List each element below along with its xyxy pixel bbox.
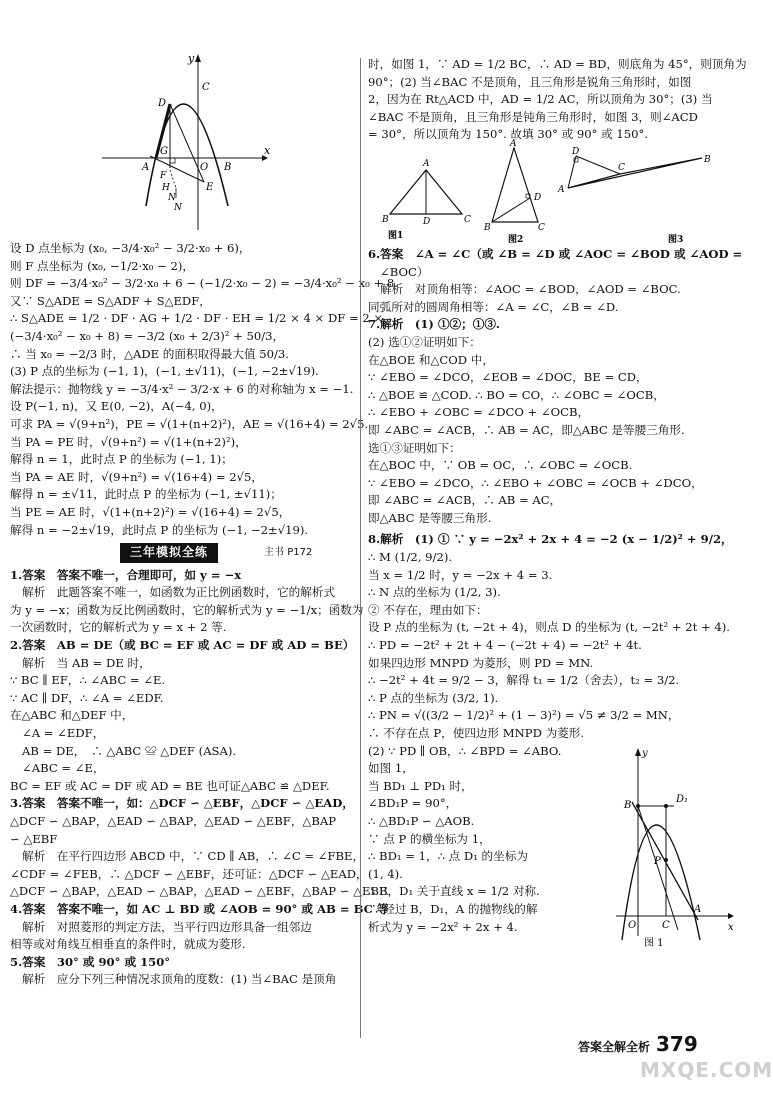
- text-line: 解得 n = 1，此时点 P 的坐标为 (−1, 1)；: [10, 452, 233, 467]
- text-line: ∴ ∠EBO + ∠OBC = ∠DCO + ∠OCB，: [368, 405, 590, 420]
- text-line: 在△BOE 和△COD 中，: [368, 352, 494, 367]
- answer-heading: 7.解析 (1) ①②；①③.: [368, 317, 500, 332]
- fig3-label-d: D: [572, 146, 580, 157]
- answer-8-part-2-text: [368, 760, 598, 950]
- answer-heading: 8.解析 (1) ① ∵ y = −2x² + 2x + 4 = −2 (x − 1/2)² + 9/2，: [368, 532, 733, 547]
- text-line: 可求 PA = √(9+n²)，PE = √(1+(n+2)²)，AE = √(16+4) = 2√5.: [10, 416, 369, 431]
- label-e: E: [206, 182, 214, 193]
- text-line: ∵ ∠EBO = ∠DCO，∴ ∠EBO + ∠OBC = ∠OCB + ∠DCO，: [368, 475, 703, 490]
- fig1-caption: 图1: [388, 230, 404, 241]
- answer-heading: 6.答案 ∠A = ∠C（或 ∠B = ∠D 或 ∠AOC = ∠BOD 或 ∠AOD =: [368, 246, 743, 261]
- text-line: 同弧所对的圆周角相等：∠A = ∠C，∠B = ∠D.: [368, 299, 619, 314]
- fig2-label-c: C: [538, 222, 545, 233]
- text-line: 解析 对照菱形的判定方法，当平行四边形具备一组邻边: [22, 919, 312, 934]
- line-ae: [150, 156, 204, 182]
- text-line: ② 不存在，理由如下：: [368, 602, 488, 617]
- point-d1: [664, 804, 668, 808]
- text-line: ∠BOC）: [380, 264, 429, 279]
- label-f: F: [160, 171, 167, 181]
- segment-ad-fig3: [568, 156, 576, 188]
- text-line: 设 D 点坐标为 (x₀, −3/4·x₀² − 3/2·x₀ + 6)，: [10, 241, 251, 255]
- answer-heading: 2.答案 AB = DE（或 BC = EF 或 AC = DF 或 AD = BE）: [10, 638, 355, 653]
- text-line: 设 P 点的坐标为 (t, −2t + 4)，则点 D 的坐标为 (t, −2t² + 2t + 4).: [368, 620, 730, 635]
- answer-heading: 5.答案 30° 或 90° 或 150°: [10, 954, 171, 969]
- text-line: 解析 在平行四边形 ABCD 中，∵ CD ∥ AB，∴ ∠C = ∠FBE，: [22, 849, 365, 864]
- text-line: ∵ ∠EBO = ∠DCO，∠EOB = ∠DOC，BE = CD，: [368, 370, 648, 385]
- text-line: ∴ △BD₁P ∽ △AOB.: [368, 813, 475, 828]
- label-x: x: [728, 922, 734, 934]
- text-line: = 30°，所以顶角为 150°. 故填 30° 或 90° 或 150°.: [368, 127, 649, 142]
- text-line: 相等或对角线互相垂直的条件时，就成为菱形.: [10, 937, 246, 952]
- text-line: (−3/4·x₀² − x₀ + 8) = −3/2 (x₀ + 2/3)² + 50/3，: [10, 328, 285, 343]
- text-line: 当 BD₁ ⊥ PD₁ 时，: [368, 778, 473, 793]
- text-line: ∴ B，D₁ 关于直线 x = 1/2 对称.: [368, 884, 540, 899]
- fig3-label-c: C: [618, 162, 625, 173]
- page-footer: [578, 1032, 698, 1056]
- label-y: y: [642, 748, 648, 760]
- text-line: ∠BD₁P = 90°，: [368, 796, 458, 811]
- text-line: ∴ P 点的坐标为 (3/2, 1).: [368, 690, 499, 705]
- y-axis-arrow: [195, 54, 201, 62]
- fig1-label-d: D: [423, 216, 431, 227]
- fig1-label-b: B: [382, 214, 389, 225]
- figure-1: [381, 159, 471, 241]
- fig2-caption: 图2: [508, 234, 524, 245]
- text-line: ∠BAC 不是顶角，且三角形是钝角三角形时，如图 3，则∠ACD: [368, 109, 698, 124]
- text-line: ∴ 经过 B，D₁，A 的抛物线的解: [368, 901, 538, 916]
- text-line: (3) P 点的坐标为 (−1, 1)，(−1, ±√11)，(−1, −2±√19).: [10, 364, 319, 379]
- label-d: D: [158, 98, 167, 109]
- label-h: H: [162, 183, 170, 193]
- text-line: △DCF ∽ △BAP，△EAD ∽ △BAP，△EAD ∽ △EBF，△BAP ∽ △EBF.: [10, 884, 389, 899]
- text-line: ∠CDF = ∠FEB，∴ △DCF ∽ △EBF，还可证：△DCF ∽ △EAD，: [10, 866, 368, 881]
- answer-heading: 4.答案 答案不唯一，如 AC ⊥ BD 或 ∠AOB = 90° 或 AB = BC 等: [10, 901, 389, 916]
- segment-h: [170, 170, 176, 188]
- text-line: 解析 对顶角相等：∠AOC = ∠BOD，∠AOD = ∠BOC.: [380, 282, 681, 297]
- triangle-abc-fig2: [492, 148, 538, 222]
- fig3-caption: 图3: [668, 234, 684, 245]
- label-b: B: [224, 162, 232, 173]
- point-p: [664, 858, 668, 862]
- text-line: 又∵ S△ADE = S△ADF + S△EDF，: [10, 293, 211, 308]
- label-b: B: [624, 800, 632, 812]
- text-line: 在△ABC 和△DEF 中，: [10, 708, 134, 723]
- point-b: [636, 804, 640, 808]
- text-line: 解析 应分下列三种情况求顶角的度数：(1) 当∠BAC 是顶角: [22, 972, 337, 987]
- label-n: N: [168, 193, 176, 203]
- text-line: 即△ABC 是等腰三角形.: [368, 510, 492, 525]
- column-divider: [360, 58, 361, 1038]
- text-line: ∴ 不存在点 P，使四边形 MNPD 为菱形.: [368, 726, 585, 740]
- text-line: 为 y = −x；函数为反比例函数时，它的解析式为 y = −1/x；函数为: [10, 602, 364, 617]
- label-p: P: [654, 856, 661, 868]
- text-line: 当 PA = AE 时，√(9+n²) = √(16+4) = 2√5，: [10, 469, 264, 484]
- text-line: ∵ AC ∥ DF，∴ ∠A = ∠EDF.: [10, 690, 164, 705]
- fig2-label-d: D: [534, 192, 542, 203]
- text-line: 即 ∠ABC = ∠ACB，∴ AB = AC，: [368, 493, 562, 508]
- label-g: G: [160, 146, 168, 157]
- answers-6-8: [368, 246, 742, 950]
- triangle-figures: [368, 138, 742, 246]
- fig3-label-a: A: [558, 184, 565, 195]
- text-line: 解法提示：抛物线 y = −3/4·x² − 3/2·x + 6 的对称轴为 x = −1.: [10, 381, 354, 396]
- segment-dc-fig3: [576, 156, 620, 174]
- text-line: BC = EF 或 AC = DF 或 AD = BE 也可证△ABC ≌ △DEF.: [10, 778, 330, 793]
- fig1-label-c: C: [464, 214, 471, 225]
- section-page-ref: 主书 P172: [264, 547, 313, 559]
- text-line: 解析 此题答案不唯一，如函数为正比例函数时，它的解析式: [22, 585, 336, 600]
- label-d1: D₁: [676, 794, 689, 806]
- parabola-graph-right: [598, 740, 738, 950]
- triangle-abc-fig3: [568, 158, 702, 188]
- text-line: ∵ BC ∥ EF，∴ ∠ABC = ∠E.: [10, 673, 166, 688]
- label-o: O: [200, 162, 209, 173]
- label-c: C: [662, 920, 670, 932]
- label-a: A: [694, 904, 702, 916]
- text-line: 如果四边形 MNPD 为菱形，则 PD = MN.: [368, 655, 594, 670]
- x-axis-arrow: [728, 913, 734, 919]
- text-line: ∴ BD₁ = 1，∴ 点 D₁ 的坐标为: [368, 849, 528, 864]
- text-line: △DCF ∽ △BAP，△EAD ∽ △BAP，△EAD ∽ △EBF，△BAP: [10, 814, 337, 828]
- right-column: [368, 0, 747, 950]
- text-line: ∴ PN = √((3/2 − 1/2)² + (1 − 3)²) = √5 ≠ 3/2 = MN，: [368, 708, 680, 723]
- text-line: ∴ 当 x₀ = −2/3 时，△ADE 的面积取得最大值 50/3.: [10, 346, 289, 361]
- parabola-graph-left: [10, 40, 354, 240]
- solution-part-2-3: [10, 240, 398, 539]
- text-line: ∴ △BOE ≌ △COD. ∴ BO = CO，∴ ∠OBC = ∠OCB，: [368, 387, 665, 402]
- y-axis-arrow: [635, 748, 641, 756]
- text-line: ∴ N 点的坐标为 (1/2, 3).: [368, 585, 501, 600]
- figure-caption: 图 1: [644, 938, 664, 950]
- text-line: 解析 当 AB = DE 时，: [22, 655, 151, 670]
- text-line: AB = DE， ∴ △ABC ≌ △DEF (ASA).: [22, 743, 237, 758]
- answer-5-continued: [368, 56, 747, 144]
- text-line: ∴ PD = −2t² + 2t + 4 − (−2t + 4) = −2t² + 4t.: [368, 638, 642, 653]
- text-line: ∴ M (1/2, 9/2).: [368, 550, 453, 565]
- text-line: 解得 n = −2±√19，此时点 P 的坐标为 (−1, −2±√19).: [10, 522, 309, 537]
- text-line: (2) 选①②证明如下：: [368, 334, 481, 349]
- text-line: 2，因为在 Rt△ACD 中，AD = 1/2 AC，所以顶角为 30°；(3) 当: [368, 92, 713, 107]
- text-line: (1, 4).: [368, 866, 403, 881]
- text-line: 在△BOC 中，∵ OB = OC，∴ ∠OBC = ∠OCB.: [368, 458, 633, 473]
- text-line: 当 PA = PE 时，√(9+n²) = √(1+(n+2)²)，: [10, 434, 247, 449]
- text-line: ∴ −2t² + 4t = 9/2 − 3，解得 t₁ = 1/2（舍去），t₂ = 3/2.: [368, 673, 680, 688]
- label-n2: N: [174, 203, 182, 213]
- figure-3: [557, 147, 711, 245]
- fig3-label-b: B: [704, 154, 711, 165]
- text-line: ∴ S△ADE = 1/2 · DF · AG + 1/2 · DF · EH = 1/2 × 4 × DF = 2 ×: [10, 311, 384, 326]
- text-line: 当 PE = AE 时，√(1+(n+2)²) = √(16+4) = 2√5，: [10, 504, 291, 519]
- text-line: 90°；(2) 当∠BAC 不是顶角，且三角形是锐角三角形时，如图: [368, 74, 692, 89]
- text-line: 如图 1，: [368, 761, 414, 776]
- text-line: 设 P(−1, n)，又 E(0, −2)，A(−4, 0)，: [10, 399, 223, 414]
- section-title: 三年模拟全练: [120, 543, 218, 563]
- text-line: 析式为 y = −2x² + 2x + 4.: [368, 919, 518, 934]
- page-number: 379: [656, 1032, 698, 1056]
- text-line: ∠ABC = ∠E，: [22, 761, 105, 776]
- text-line: ∠A = ∠EDF，: [22, 726, 105, 741]
- fig1-label-a: A: [423, 158, 430, 169]
- figure-2: [483, 139, 545, 245]
- text-line: 当 x = 1/2 时，y = −2x + 4 = 3.: [368, 567, 553, 582]
- watermark: MXQE.COM: [640, 1058, 773, 1082]
- fig2-label-b: B: [484, 222, 491, 233]
- text-line: 则 F 点坐标为 (x₀, −1/2·x₀ − 2)，: [10, 258, 194, 273]
- text-line: 时，如图 1，∵ AD = 1/2 BC，∴ AD = BD，则底角为 45°，则顶角为: [368, 57, 747, 71]
- answer-heading: 1.答案 答案不唯一，合理即可，如 y = −x: [10, 567, 242, 582]
- right-angle-mark: [170, 158, 175, 163]
- label-c: C: [202, 82, 210, 93]
- text-line: 一次函数时，它的解析式为 y = x + 2 等.: [10, 620, 227, 635]
- answer-heading: 3.答案 答案不唯一，如：△DCF ∽ △EBF，△DCF ∽ △EAD，: [10, 796, 354, 811]
- text-line: ∵ 点 P 的横坐标为 1，: [368, 831, 491, 846]
- segment-de: [170, 104, 204, 182]
- label-x: x: [264, 144, 271, 157]
- fig2-label-a: A: [510, 138, 517, 149]
- footer-label: 答案全解全析: [578, 1040, 651, 1054]
- text-line: 即 ∠ABC = ∠ACB，∴ AB = AC，即△ABC 是等腰三角形.: [368, 422, 685, 437]
- text-line: ∽ △EBF: [10, 831, 58, 846]
- section-banner: [120, 543, 354, 563]
- text-line: 则 DF = −3/4·x₀² − 3/2·x₀ + 6 − (−1/2·x₀ − 2) = −3/4·x₀² − x₀ + 8.: [10, 276, 398, 291]
- text-line: 选①③证明如下：: [368, 440, 461, 455]
- label-a: A: [142, 162, 150, 173]
- text-line: (2) ∵ PD ∥ OB，∴ ∠BPD = ∠ABO.: [368, 743, 562, 758]
- text-line: 解得 n = ±√11，此时点 P 的坐标为 (−1, ±√11)；: [10, 487, 282, 502]
- label-y: y: [188, 52, 195, 65]
- label-o: O: [628, 920, 637, 932]
